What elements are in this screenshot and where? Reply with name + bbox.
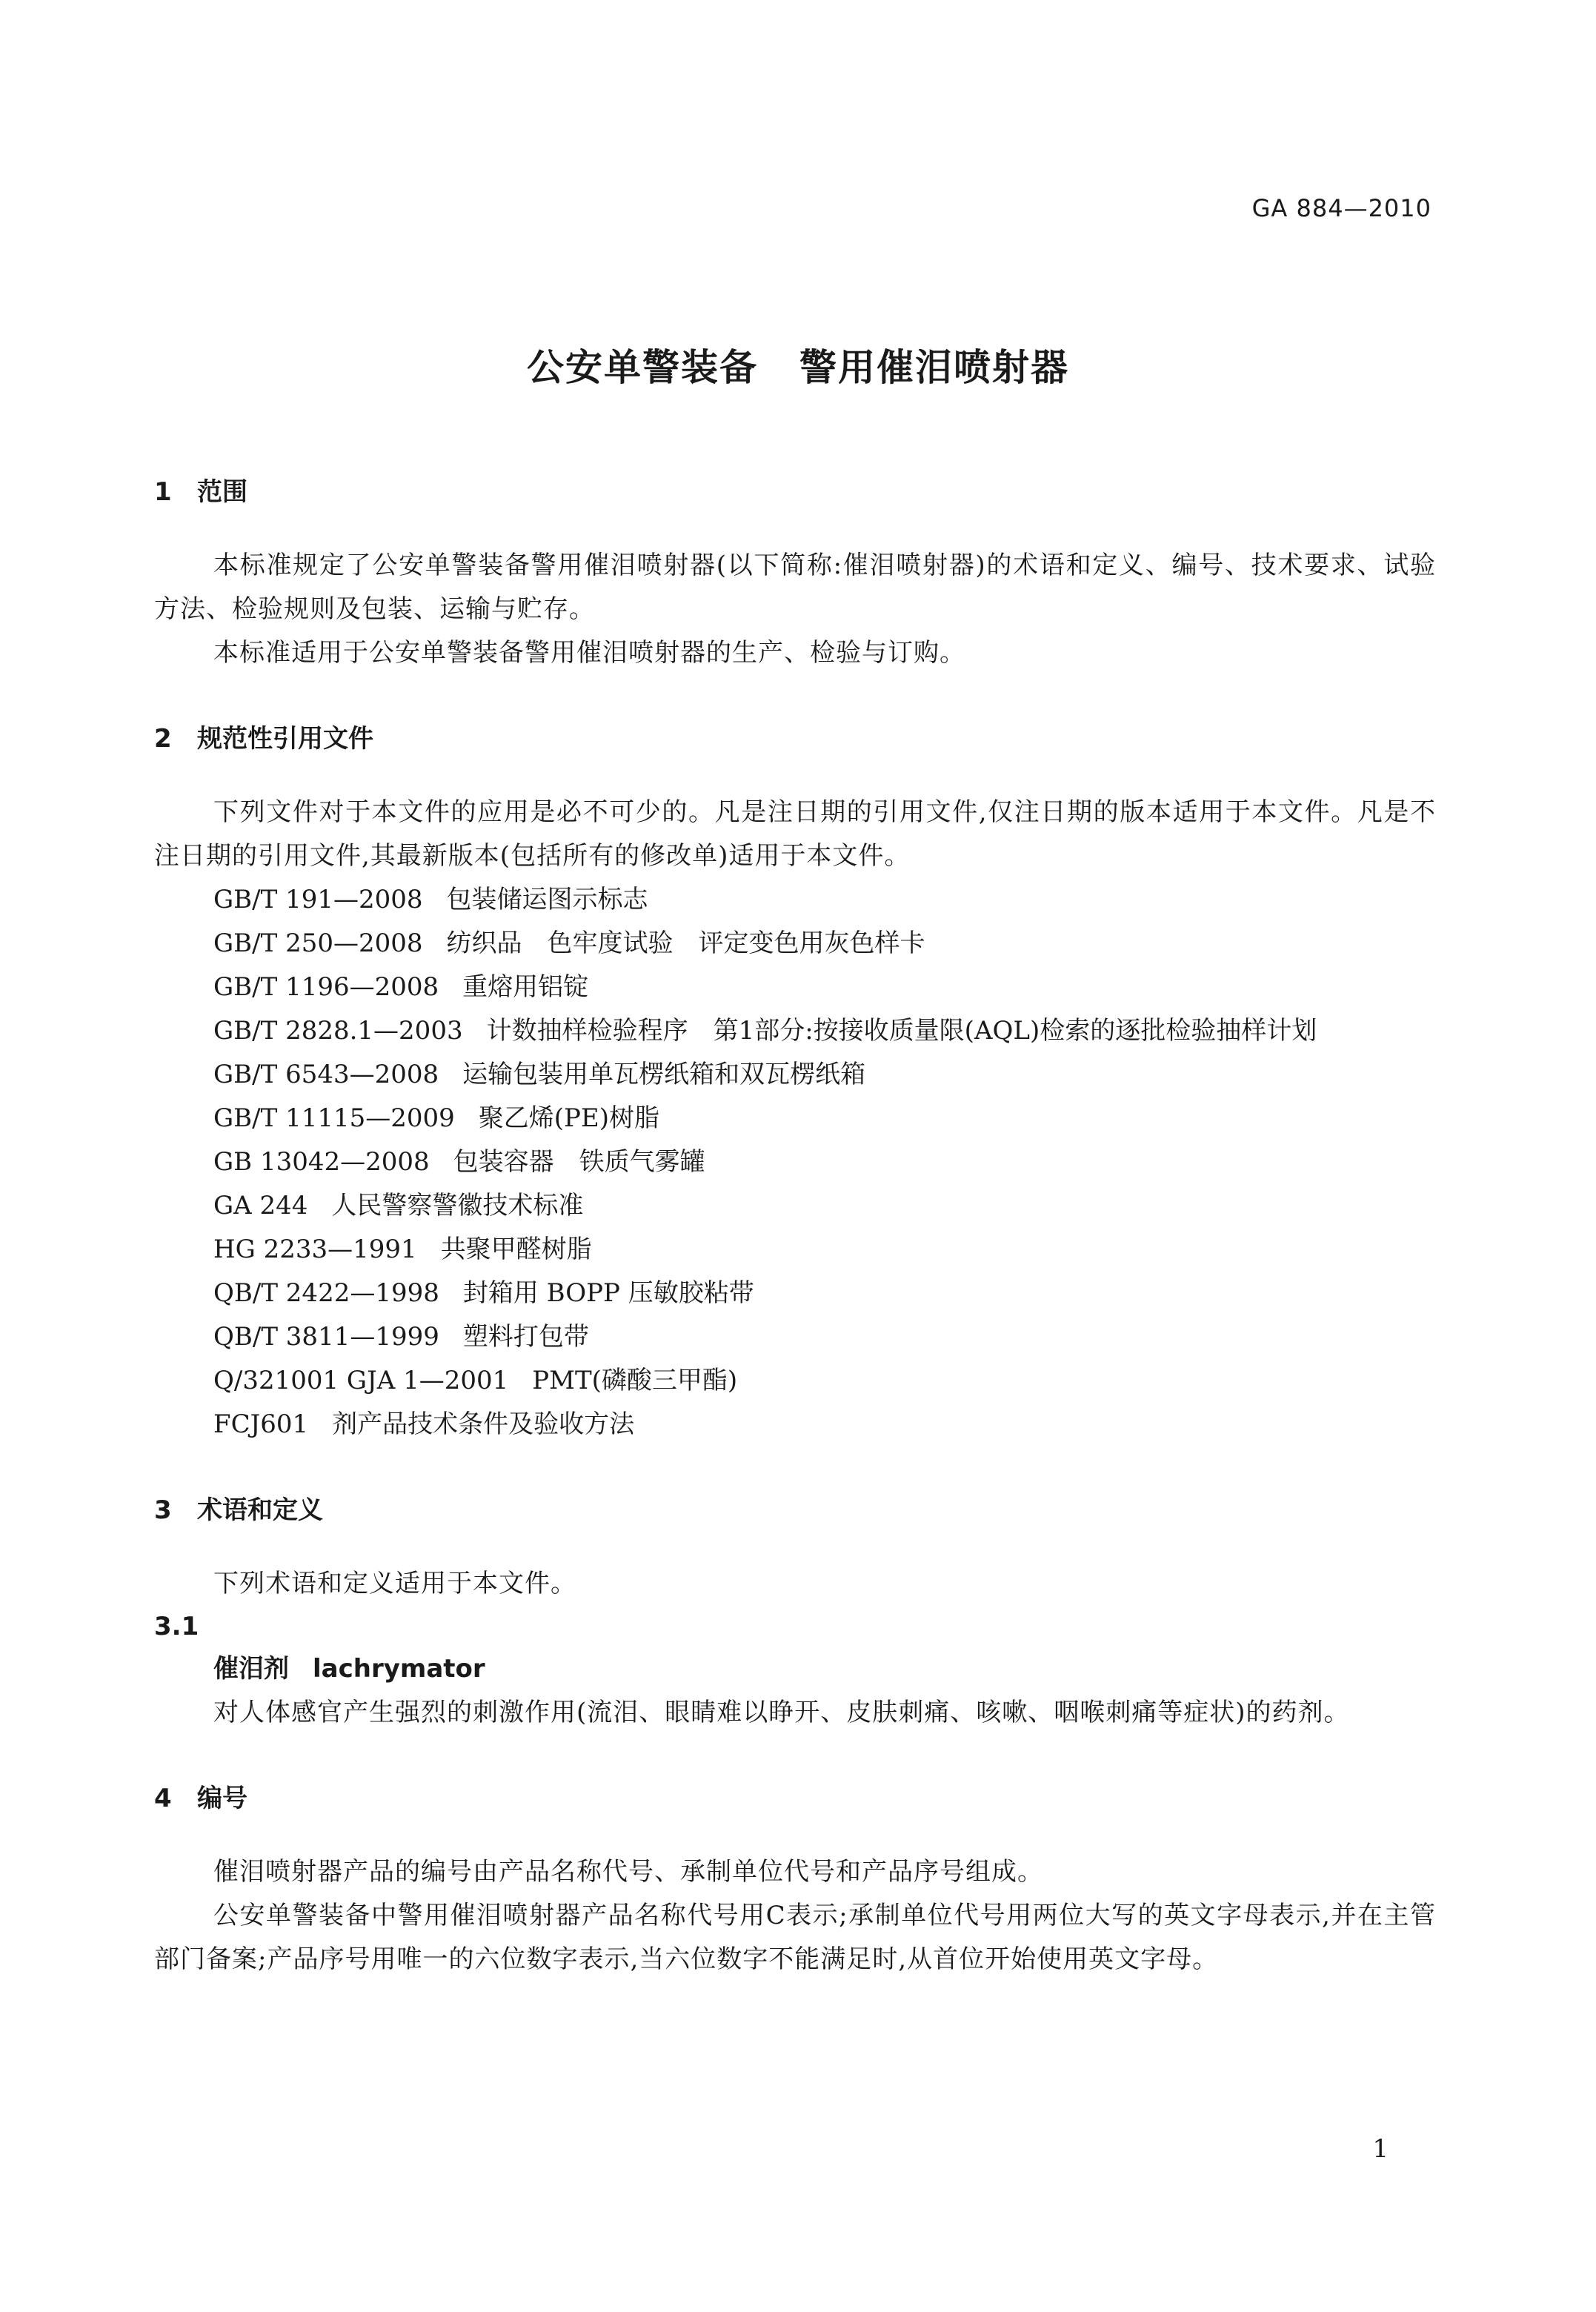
- section-number: 4: [154, 1784, 172, 1813]
- reference-item: [154, 1053, 1436, 1097]
- reference-title: 重熔用铝锭: [462, 972, 589, 1002]
- section-4-heading: [154, 1781, 1436, 1816]
- title-part-1: 公安单警装备: [527, 346, 758, 389]
- reference-item: [154, 1009, 1436, 1053]
- section-number: 2: [154, 724, 172, 754]
- reference-item: [154, 1184, 1436, 1228]
- reference-item: [154, 1315, 1436, 1359]
- section-number: 3: [154, 1495, 172, 1525]
- term-english: lachrymator: [313, 1654, 485, 1684]
- reference-code: GB/T 1196—2008: [213, 972, 439, 1002]
- reference-item: [154, 922, 1436, 966]
- term-chinese: 催泪剂: [213, 1654, 289, 1684]
- reference-title: 运输包装用单瓦楞纸箱和双瓦楞纸箱: [462, 1060, 866, 1089]
- term-entry: [154, 1647, 1436, 1691]
- reference-code: Q/321001 GJA 1—2001: [213, 1366, 509, 1395]
- paragraph: 公安单警装备中警用催泪喷射器产品名称代号用C表示;承制单位代号用两位大写的英文字母表示,并在主管部门备案;产品序号用唯一的六位数字表示,当六位数字不能满足时,从首位开始使用英文字母。: [154, 1901, 1436, 1974]
- title-part-2: 警用催泪喷射器: [799, 346, 1069, 389]
- paragraph: 下列术语和定义适用于本文件。: [213, 1569, 576, 1598]
- reference-item: [154, 1359, 1436, 1403]
- document-title: [0, 338, 1596, 391]
- reference-code: GB/T 250—2008: [213, 929, 423, 958]
- reference-code: QB/T 2422—1998: [213, 1278, 439, 1308]
- reference-item: [154, 1228, 1436, 1272]
- standard-code: GA 884—2010: [1251, 194, 1432, 222]
- term-definition: 对人体感官产生强烈的刺激作用(流泪、眼睛难以睁开、皮肤刺痛、咳嗽、咽喉刺痛等症状)的药剂。: [213, 1698, 1350, 1727]
- section-title: 编号: [197, 1784, 247, 1813]
- paragraph: 催泪喷射器产品的编号由产品名称代号、承制单位代号和产品序号组成。: [213, 1857, 1043, 1887]
- page-number: 1: [1372, 2134, 1389, 2164]
- section-title: 术语和定义: [197, 1495, 323, 1525]
- section-title: 规范性引用文件: [197, 724, 373, 754]
- paragraph: 本标准适用于公安单警装备警用催泪喷射器的生产、检验与订购。: [213, 638, 965, 668]
- reference-title: 聚乙烯(PE)树脂: [478, 1103, 660, 1133]
- reference-item: [154, 1140, 1436, 1184]
- reference-code: GB 13042—2008: [213, 1147, 430, 1177]
- section-number: 1: [154, 477, 172, 507]
- document-body: [154, 474, 1436, 1982]
- section-3-heading: [154, 1492, 1436, 1528]
- reference-code: GA 244: [213, 1191, 308, 1220]
- reference-code: HG 2233—1991: [213, 1235, 417, 1264]
- reference-item: [154, 878, 1436, 922]
- paragraph: 本标准规定了公安单警装备警用催泪喷射器(以下简称:催泪喷射器)的术语和定义、编号、技术要求、试验方法、检验规则及包装、运输与贮存。: [154, 551, 1436, 624]
- reference-title: 纺织品 色牢度试验 评定变色用灰色样卡: [446, 929, 925, 958]
- reference-code: GB/T 191—2008: [213, 885, 423, 914]
- reference-code: GB/T 11115—2009: [213, 1103, 455, 1133]
- section-2-heading: [154, 721, 1436, 757]
- reference-title: 共聚甲醛树脂: [440, 1235, 592, 1264]
- reference-title: 剂产品技术条件及验收方法: [332, 1409, 635, 1439]
- section-title: 范围: [197, 477, 247, 507]
- reference-item: [154, 966, 1436, 1009]
- reference-title: PMT(磷酸三甲酯): [532, 1366, 738, 1395]
- reference-title: 塑料打包带: [462, 1322, 589, 1352]
- subsection-number: 3.1: [154, 1612, 199, 1641]
- reference-title: 封箱用 BOPP 压敏胶粘带: [462, 1278, 754, 1308]
- reference-code: QB/T 3811—1999: [213, 1322, 439, 1352]
- reference-code: FCJ601: [213, 1409, 309, 1439]
- reference-code: GB/T 6543—2008: [213, 1060, 439, 1089]
- reference-title: 人民警察警徽技术标准: [331, 1191, 584, 1220]
- reference-item: [154, 1403, 1436, 1446]
- reference-title: 包装储运图示标志: [446, 885, 648, 914]
- reference-code: GB/T 2828.1—2003: [213, 1016, 463, 1046]
- reference-item: [154, 1097, 1436, 1140]
- reference-title: 包装容器 铁质气雾罐: [453, 1147, 705, 1177]
- reference-item: [154, 1272, 1436, 1315]
- reference-title: 计数抽样检验程序 第1部分:按接收质量限(AQL)检索的逐批检验抽样计划: [486, 1016, 1317, 1046]
- paragraph: 下列文件对于本文件的应用是必不可少的。凡是注日期的引用文件,仅注日期的版本适用于本文件。凡是不注日期的引用文件,其最新版本(包括所有的修改单)适用于本文件。: [154, 797, 1436, 871]
- section-1-heading: [154, 474, 1436, 510]
